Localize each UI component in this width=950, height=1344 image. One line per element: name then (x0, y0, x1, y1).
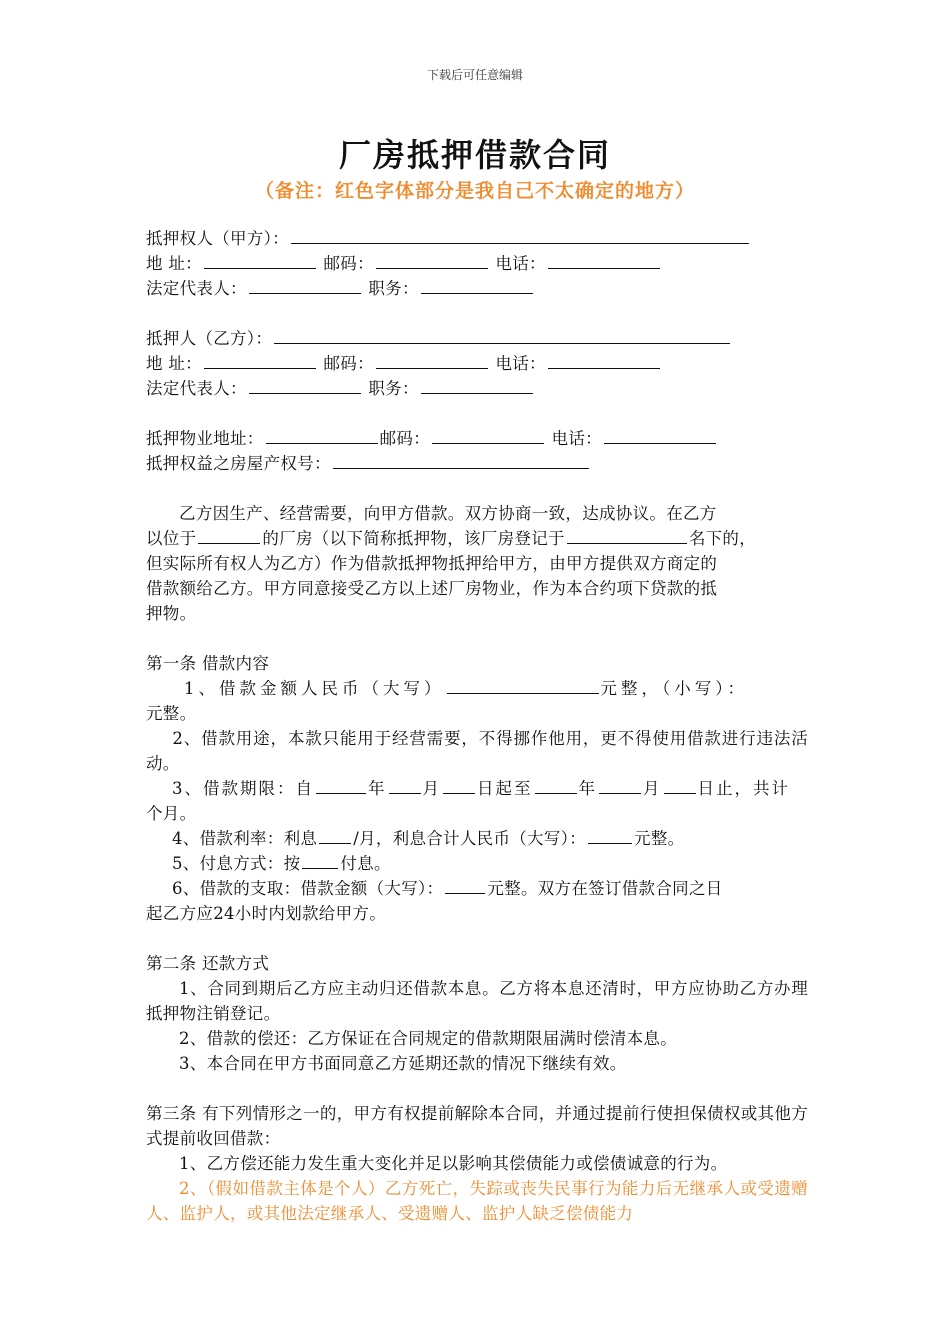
contract-body (146, 226, 808, 1226)
article-3-item-1: 1、乙方偿还能力发生重大变化并足以影响其偿债能力或偿债诚意的行为。 (179, 1154, 728, 1173)
party-b-postcode-blank[interactable] (376, 352, 488, 369)
article-1-item-1-cont: 元整。 (146, 704, 197, 723)
article-2-item-2: 2、借款的偿还：乙方保证在合同规定的借款期限届满时偿清本息。 (179, 1029, 677, 1048)
property-cert-blank[interactable] (333, 452, 589, 469)
end-year-blank[interactable] (535, 777, 577, 794)
article-2-heading: 第二条 还款方式 (146, 954, 270, 973)
start-year-blank[interactable] (316, 777, 366, 794)
property-address-line: 抵押物业地址： 邮码： 电话： (146, 426, 808, 451)
article-1-item-3: 3、借款期限：自 年 月 日起至 年 月 日止，共计 (172, 779, 790, 798)
start-month-blank[interactable] (389, 777, 421, 794)
intro-line-5: 押物。 (146, 604, 197, 623)
party-a-address-blank[interactable] (204, 252, 316, 269)
article-1-item-3-cont: 个月。 (146, 804, 197, 823)
page-header: 下载后可任意编辑 (426, 68, 523, 82)
party-a-rep-blank[interactable] (249, 277, 361, 294)
factory-location-blank[interactable] (198, 527, 260, 544)
party-a-postcode-blank[interactable] (376, 252, 488, 269)
party-a-rep-line: 法定代表人： 职务： (146, 276, 808, 301)
party-b-address-blank[interactable] (204, 352, 316, 369)
party-a-position-blank[interactable] (421, 277, 533, 294)
payment-method-blank[interactable] (302, 852, 338, 869)
intro-line-4: 借款额给乙方。甲方同意接受乙方以上述厂房物业，作为本合约项下贷款的抵 (146, 579, 718, 598)
loan-amount-words-blank[interactable] (447, 677, 599, 694)
article-1-item-2: 2、借款用途，本款只能用于经营需要，不得挪作他用，更不得使用借款进行违法活动。 (146, 729, 808, 773)
end-day-blank[interactable] (664, 777, 696, 794)
article-1-item-1: 1、借款金额人民币（大写） 元整，（小写）： (184, 679, 748, 698)
article-1-item-5: 5、付息方式：按 付息。 (172, 854, 391, 873)
intro-line-2: 以位于 的厂房（以下简称抵押物，该厂房登记于 名下的， (146, 529, 757, 548)
party-b-rep-blank[interactable] (249, 377, 361, 394)
property-address-blank[interactable] (266, 427, 378, 444)
remark-note: （备注：红色字体部分是我自己不太确定的地方） (254, 180, 695, 202)
article-3-heading: 第三条 有下列情形之一的，甲方有权提前解除本合同，并通过提前行使担保债权或其他方式提前收回借款： (146, 1104, 808, 1148)
registered-owner-blank[interactable] (567, 527, 687, 544)
property-phone-blank[interactable] (604, 427, 716, 444)
intro-line-3: 但实际所有权人为乙方）作为借款抵押物抵押给甲方，由甲方提供双方商定的 (146, 554, 718, 573)
article-2-item-1: 1、合同到期后乙方应主动归还借款本息。乙方将本息还清时，甲方应协助乙方办理抵押物注销登记。 (146, 979, 808, 1023)
disbursement-amount-blank[interactable] (445, 877, 485, 894)
contract-title: 厂房抵押借款合同 (338, 136, 611, 174)
party-a-name-line: 抵押权人（甲方）： (146, 226, 808, 251)
article-1-heading: 第一条 借款内容 (146, 654, 270, 673)
party-b-contact-line: 地 址： 邮码： 电话： (146, 351, 808, 376)
article-1-item-6-cont: 起乙方应24小时内划款给甲方。 (146, 904, 386, 923)
article-2-item-3: 3、本合同在甲方书面同意乙方延期还款的情况下继续有效。 (179, 1054, 627, 1073)
party-b-name-blank[interactable] (274, 327, 730, 344)
party-b-name-line: 抵押人（乙方）： (146, 326, 808, 351)
property-postcode-blank[interactable] (432, 427, 544, 444)
party-a-name-blank[interactable] (291, 227, 749, 244)
party-b-rep-line: 法定代表人： 职务： (146, 376, 808, 401)
interest-rate-blank[interactable] (319, 827, 351, 844)
party-b-position-blank[interactable] (421, 377, 533, 394)
end-month-blank[interactable] (599, 777, 641, 794)
article-3-item-2: 2、（假如借款主体是个人）乙方死亡，失踪或丧失民事行为能力后无继承人或受遗赠人、监护人，或其他法定继承人、受遗赠人、监护人缺乏偿债能力 (146, 1179, 808, 1223)
property-cert-line: 抵押权益之房屋产权号： (146, 451, 808, 476)
article-1-item-4: 4、借款利率：利息 /月，利息合计人民币（大写）： 元整。 (172, 829, 685, 848)
party-b-phone-blank[interactable] (548, 352, 660, 369)
intro-line-1: 乙方因生产、经营需要，向甲方借款。双方协商一致，达成协议。在乙方 (179, 504, 717, 523)
party-a-phone-blank[interactable] (548, 252, 660, 269)
article-1-item-6: 6、借款的支取：借款金额（大写）： 元整。双方在签订借款合同之日 (172, 879, 723, 898)
interest-total-blank[interactable] (588, 827, 632, 844)
party-a-contact-line: 地 址： 邮码： 电话： (146, 251, 808, 276)
start-day-blank[interactable] (443, 777, 475, 794)
